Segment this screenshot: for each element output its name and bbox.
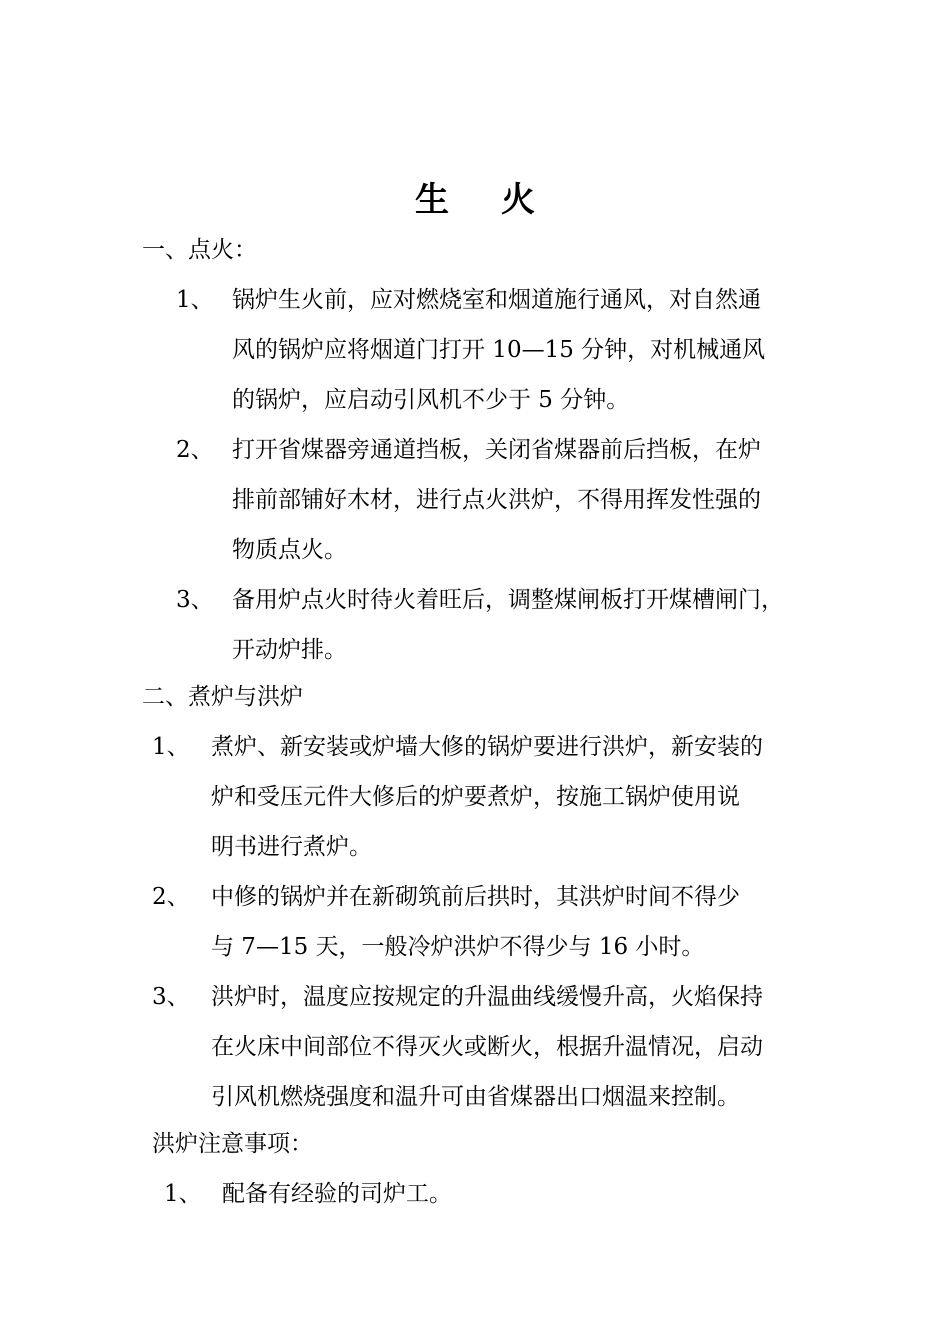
notes-heading: 洪炉注意事项： [152, 1131, 313, 1157]
section-1-item-1-line-2: 风的锅炉应将烟道门打开 10—15 分钟，对机械通风 [232, 337, 766, 363]
page-title [0, 176, 950, 224]
section-2-item-3-line-3: 引风机燃烧强度和温升可由省煤器出口烟温来控制。 [211, 1084, 740, 1110]
section-1-item-1-line-3: 的锅炉，应启动引风机不少于 5 分钟。 [232, 387, 630, 413]
section-2-item-2-line-2: 与 7—15 天，一般冷炉洪炉不得少与 16 小时。 [211, 934, 705, 960]
section-2-item-2-line-1: 中修的锅炉并在新砌筑前后拱时，其洪炉时间不得少 [211, 884, 740, 910]
section-1-item-3-line-2: 开动炉排。 [232, 637, 347, 663]
section-2-item-3-line-2: 在火床中间部位不得灭火或断火，根据升温情况，启动 [211, 1034, 763, 1060]
section-1-item-2-line-1: 打开省煤器旁通道挡板，关闭省煤器前后挡板，在炉 [232, 437, 761, 463]
section-1-item-3-number: 3、 [176, 587, 214, 613]
title-char-1: 生 [415, 180, 449, 220]
section-1-item-2-number: 2、 [176, 437, 214, 463]
section-1-item-2-line-2: 排前部铺好木材，进行点火洪炉，不得用挥发性强的 [232, 487, 761, 513]
notes-item-1-number: 1、 [164, 1181, 202, 1207]
section-1-item-1-number: 1、 [176, 287, 214, 313]
section-2-item-1-number: 1、 [152, 734, 190, 760]
section-2-item-1-line-1: 煮炉、新安装或炉墙大修的锅炉要进行洪炉，新安装的 [211, 734, 763, 760]
section-1-heading: 一、点火： [142, 237, 257, 263]
section-2-item-3-number: 3、 [152, 984, 190, 1010]
section-2-item-1-line-3: 明书进行煮炉。 [211, 834, 372, 860]
section-1-item-2-line-3: 物质点火。 [232, 537, 347, 563]
notes-item-1-line-1: 配备有经验的司炉工。 [222, 1181, 452, 1207]
section-2-item-3-line-1: 洪炉时，温度应按规定的升温曲线缓慢升高，火焰保持 [211, 984, 763, 1010]
section-2-heading: 二、煮炉与洪炉 [142, 684, 303, 710]
title-char-2: 火 [501, 180, 535, 220]
section-1-item-1-line-1: 锅炉生火前，应对燃烧室和烟道施行通风，对自然通 [232, 287, 761, 313]
section-2-item-2-number: 2、 [152, 884, 190, 910]
section-2-item-1-line-2: 炉和受压元件大修后的炉要煮炉，按施工锅炉使用说 [211, 784, 740, 810]
section-1-item-3-line-1: 备用炉点火时待火着旺后，调整煤闸板打开煤槽闸门， [232, 587, 784, 613]
